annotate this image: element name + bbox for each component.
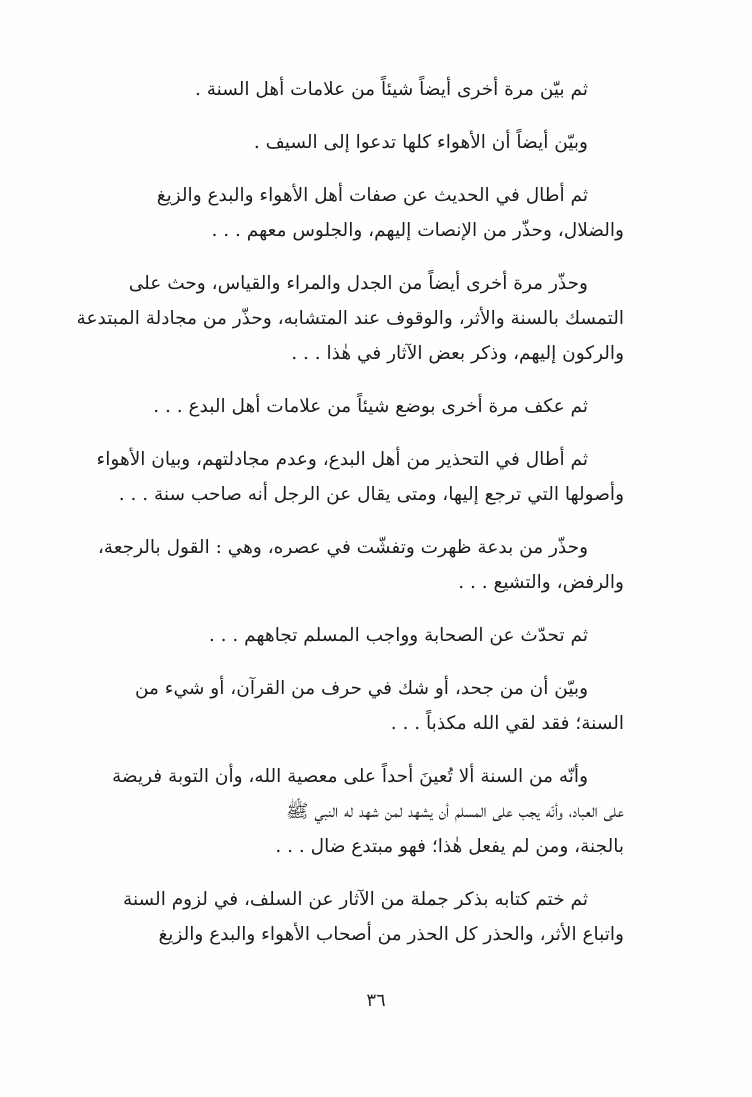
paragraph bbox=[44, 125, 624, 160]
text-line: ثم تحدّث عن الصحابة وواجب المسلم تجاههم . . . bbox=[208, 625, 588, 646]
text-line: والضلال، وحذّر من الإنصات إليهم، والجلوس معهم . . . bbox=[211, 220, 624, 241]
text-line: والركون إليهم، وذكر بعض الآثار في هٰذا . . . bbox=[291, 343, 624, 364]
text-line: ثم عكف مرة أخرى بوضع شيئاً من علامات أهل البدع . . . bbox=[153, 396, 588, 417]
paragraph bbox=[44, 671, 624, 741]
page-number: ٣٦ bbox=[366, 990, 386, 1011]
text-line: وأصولها التي ترجع إليها، ومتى يقال عن الرجل أنه صاحب سنة . . . bbox=[118, 484, 624, 505]
paragraph bbox=[44, 759, 624, 864]
paragraph bbox=[44, 530, 624, 600]
text-line: وحذّر مرة أخرى أيضاً من الجدل والمراء والقياس، وحث على bbox=[128, 273, 588, 294]
text-line: ثم ختم كتابه بذكر جملة من الآثار عن السلف، في لزوم السنة bbox=[123, 889, 588, 910]
text-line: وبيّن أن من جحد، أو شك في حرف من القرآن، أو شيء من bbox=[134, 678, 588, 699]
paragraph bbox=[44, 442, 624, 512]
text-line: وحذّر من بدعة ظهرت وتفشّت في عصره، وهي : القول بالرجعة، bbox=[97, 537, 588, 558]
paragraph bbox=[44, 389, 624, 424]
text-line: واتباع الأثر، والحذر كل الحذر من أصحاب الأهواء والبدع والزيغ bbox=[158, 924, 624, 945]
text-line: ثم أطال في التحذير من أهل البدع، وعدم مجادلتهم، وبيان الأهواء bbox=[96, 449, 588, 470]
text-line: التمسك بالسنة والأثر، والوقوف عند المتشابه، وحذّر من مجادلة المبتدعة bbox=[76, 308, 624, 329]
text-line: السنة؛ فقد لقي الله مكذباً . . . bbox=[390, 713, 624, 734]
paragraph bbox=[44, 882, 624, 952]
paragraph bbox=[44, 618, 624, 653]
text-line: والرفض، والتشيع . . . bbox=[458, 572, 624, 593]
text-line: ثم بيّن مرة أخرى أيضاً شيئاً من علامات أهل السنة . bbox=[194, 79, 588, 100]
paragraph bbox=[44, 72, 624, 107]
text-line: وبيّن أيضاً أن الأهواء كلها تدعوا إلى السيف . bbox=[253, 132, 588, 153]
text-line: وأنّه من السنة ألا تُعينَ أحداً على معصية الله، وأن التوبة فريضة bbox=[111, 766, 588, 787]
text-line: ثم أطال في الحديث عن صفات أهل الأهواء والبدع والزيغ bbox=[156, 185, 588, 206]
paragraph bbox=[44, 266, 624, 371]
paragraph bbox=[44, 178, 624, 248]
body-text bbox=[44, 72, 624, 970]
text-line: بالجنة، ومن لم يفعل هٰذا؛ فهو مبتدع ضال . . . bbox=[275, 836, 624, 857]
text-line: على العباد، وأنّه يجب على المسلم أن يشهد لمن شهد له النبي ﷺ bbox=[286, 801, 624, 822]
